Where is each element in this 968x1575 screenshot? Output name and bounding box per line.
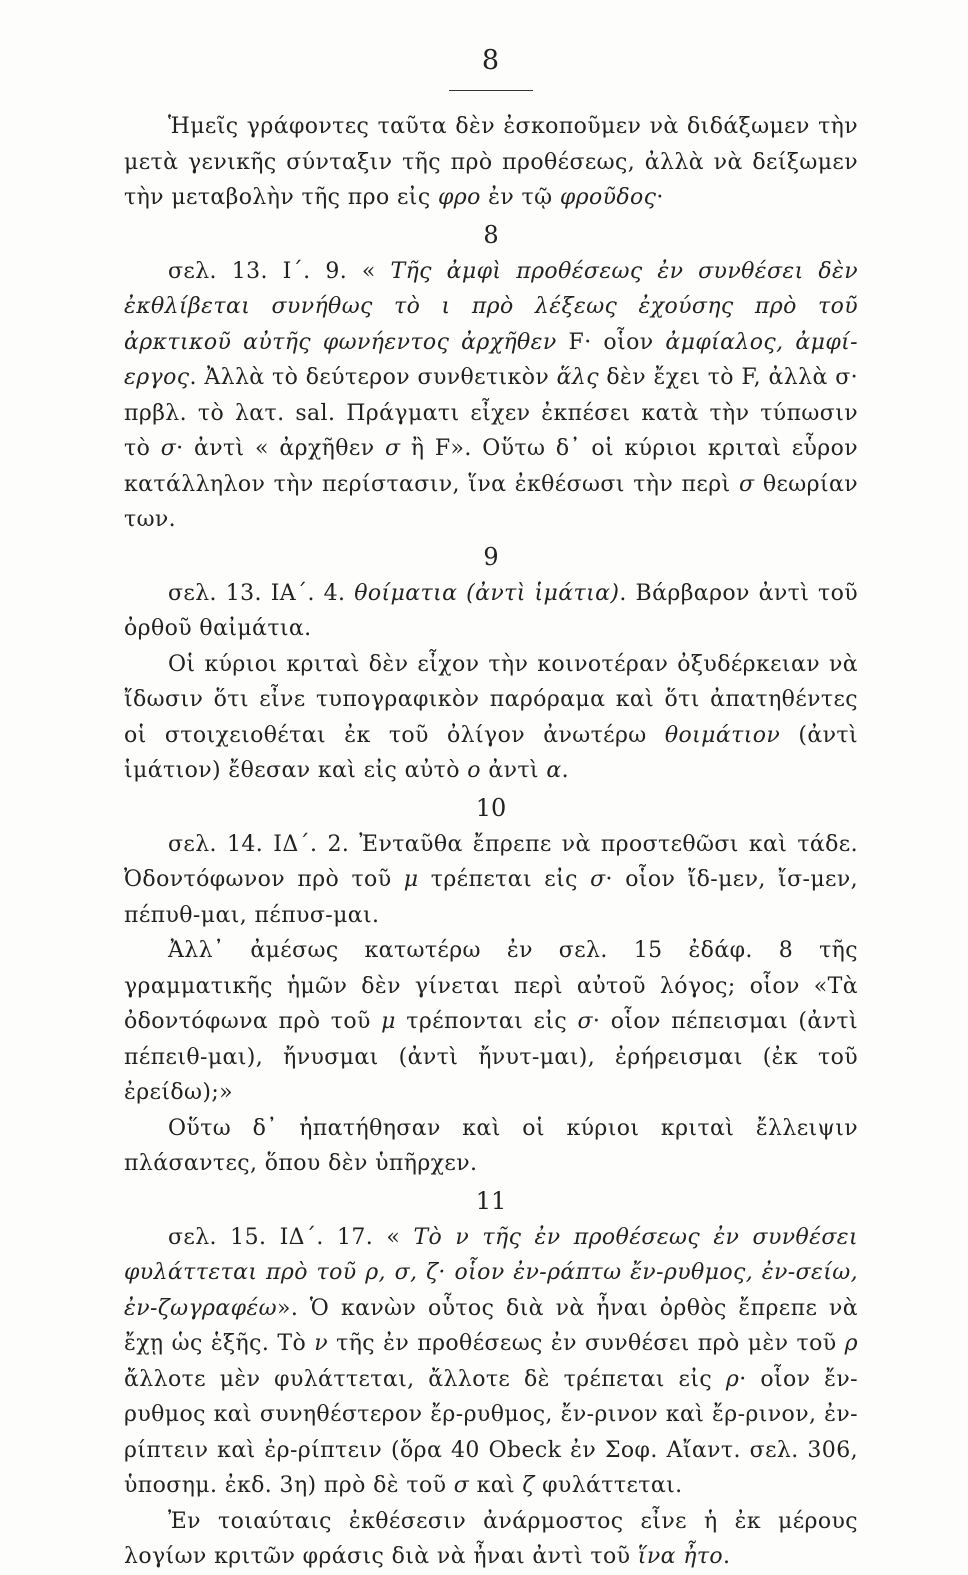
paragraph: σελ. 15. ΙΔ΄. 17. « Τὸ ν τῆς ἐν προθέσεως ἐν συνθέσει φυλάττεται πρὸ τοῦ ρ, σ, ζ· οἷον ἐν-ράπτω ἔν-ρυθμος, ἐν-σείω, ἐν-ζωγραφέω». Ὁ κανὼν οὗτος διὰ νὰ ἦναι ὀρθὸς ἔπρεπε νὰ ἔχῃ ὡς ἑξῆς. Τὸ ν τῆς ἐν προθέσεως ἐν συνθέσει πρὸ μὲν τοῦ ρ ἄλλοτε μὲν φυλάττεται, ἄλλοτε δὲ τρέπεται εἰς ρ· οἷον ἔν-ρυθμος καὶ συνηθέστερον ἔρ-ρυθμος, ἔν-ρινον καὶ ἔρ-ρινον, ἐν-ρίπτειν καὶ ἐρ-ρίπτειν (ὅρα 40 Obeck ἐν Σοφ. Αἴαντ. σελ. 306, ὑποσημ. ἐκδ. 3η) πρὸ δὲ τοῦ σ καὶ ζ φυλάττεται. bbox=[124, 1224, 858, 1498]
page-body bbox=[124, 109, 858, 1575]
paragraph: Ἀλλ᾽ ἀμέσως κατωτέρω ἐν σελ. 15 ἐδάφ. 8 τῆς γραμματικῆς ἡμῶν δὲν γίνεται περὶ αὐτοῦ λόγος; οἷον «Τὰ ὀδοντόφωνα πρὸ τοῦ μ τρέπονται εἰς σ· οἷον πέπεισμαι (ἀντὶ πέπειθ-μαι), ἤνυσμαι (ἀντὶ ἤνυτ-μαι), ἐρήρεισμαι (ἐκ τοῦ ἐρείδω);» bbox=[124, 938, 858, 1105]
section-number: 8 bbox=[483, 220, 499, 249]
paragraph: σελ. 13. Ι΄. 9. « Τῆς ἀμφὶ προθέσεως ἐν συνθέσει δὲν ἐκθλίβεται συνήθως τὸ ι πρὸ λέξεως ἐχούσης πρὸ τοῦ ἀρκτικοῦ αὐτῆς φωνήεντος ἀρχῆθεν F· οἷον ἀμφίαλος, ἀμφί-εργος. Ἀλλὰ τὸ δεύτερον συνθετικὸν ἅλς δὲν ἔχει τὸ F, ἀλλὰ σ· πρβλ. τὸ λατ. sal. Πράγματι εἶχεν ἐκπέσει κατὰ τὴν τύπωσιν τὸ σ· ἀντὶ « ἀρχῆθεν σ ἢ F». Οὕτω δ᾽ οἱ κύριοι κριταὶ εὗρον κατάλληλον τὴν περίστασιν, ἵνα ἐκθέσωσι τὴν περὶ σ θεωρίαν των. bbox=[124, 258, 859, 532]
section-number: 10 bbox=[475, 793, 507, 822]
section-number: 11 bbox=[475, 1186, 507, 1215]
paragraph: Οὕτω δ᾽ ἠπατήθησαν καὶ οἱ κύριοι κριταὶ ἔλλειψιν πλάσαντες, ὅπου δὲν ὑπῆρχεν. bbox=[124, 1115, 858, 1176]
paragraph: σελ. 14. ΙΔ΄. 2. Ἐνταῦθα ἔπρεπε νὰ προστεθῶσι καὶ τάδε. Ὀδοντόφωνον πρὸ τοῦ μ τρέπεται εἰς σ· οἷον ἴδ-μεν, ἴσ-μεν, πέπυθ-μαι, πέπυσ-μαι. bbox=[124, 831, 858, 928]
header-rule bbox=[449, 90, 533, 91]
page-number: 8 bbox=[481, 45, 501, 76]
paragraph: σελ. 13. ΙΑ΄. 4. θοίματια (ἀντὶ ἱμάτια). Βάρβαρον ἀντὶ τοῦ ὀρθοῦ θαἰμάτια. bbox=[124, 580, 858, 641]
paragraph: Ἐν τοιαύταις ἐκθέσεσιν ἀνάρμοστος εἶνε ἡ ἐκ μέρους λογίων κριτῶν φράσις διὰ νὰ ἦναι ἀντὶ τοῦ ἵνα ἦτο. bbox=[124, 1508, 858, 1569]
section-number: 9 bbox=[483, 542, 499, 571]
paragraph: Οἱ κύριοι κριταὶ δὲν εἶχον τὴν κοινοτέραν ὀξυδέρκειαν νὰ ἴδωσιν ὅτι εἶνε τυπογραφικὸν παρόραμα καὶ ὅτι ἀπατηθέντες οἱ στοιχειοθέται ἐκ τοῦ ὀλίγον ἀνωτέρω θοιμάτιον (ἀντὶ ἱμάτιον) ἔθεσαν καὶ εἰς αὐτὸ ο ἀντὶ α. bbox=[124, 651, 858, 783]
paragraph: Ἡμεῖς γράφοντες ταῦτα δὲν ἐσκοποῦμεν νὰ διδάξωμεν τὴν μετὰ γενικῆς σύνταξιν τῆς πρὸ προθέσεως, ἀλλὰ νὰ δείξωμεν τὴν μεταβολὴν τῆς προ εἰς φρο ἐν τῷ φροῦδος· bbox=[124, 114, 858, 210]
